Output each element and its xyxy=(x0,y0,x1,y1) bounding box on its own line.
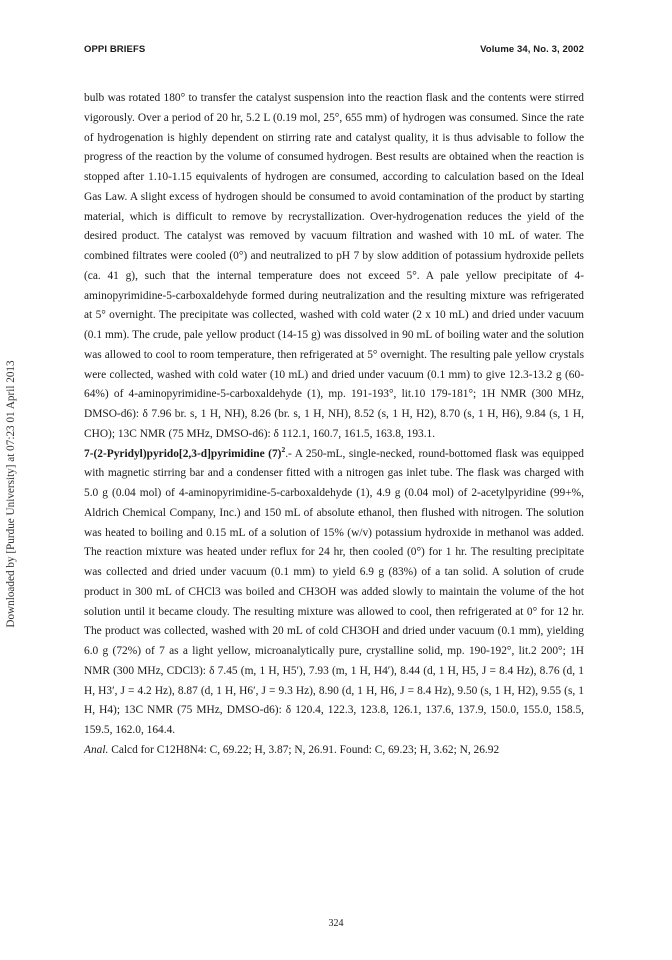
paragraph-section xyxy=(84,445,584,741)
heading-reference: 2 xyxy=(281,444,286,454)
article-body xyxy=(84,89,584,761)
compound-heading: 7-(2-Pyridyl)pyrido[2,3-d]pyrimidine (7) xyxy=(84,447,282,460)
journal-section: OPPI BRIEFS xyxy=(84,44,146,55)
download-note: Downloaded by [Purdue University] at 07:23 01 April 2013 xyxy=(5,360,17,628)
section-text: .- A 250-mL, single-necked, round-bottomed flask was equipped with magnetic stirring bar and a condenser fitted with a nitrogen gas inlet tube. The flask was charged with 5.0 g (0.04 mol) of 4-aminopyrimidine-5-carboxaldehyde (1), 4.9 g (0.04 mol) of 2-acetylpyridine (99+%, Aldrich Chemical Company, Inc.) and 150 mL of absolute ethanol, then flushed with nitrogen. The solution was heated to boiling and 0.15 mL of a solution of 15% (w/v) potassium hydroxide in methanol was added. The reaction mixture was heated under reflux for 24 hr, then cooled (0°) for 1 hr. The resulting precipitate was collected and dried under vacuum (0.1 mm) to yield 6.9 g (83%) of a tan solid. A solution of crude product in 300 mL of CHCl3 was boiled and CH3OH was added slowly to maintain the volume of the hot solution until it became cloudy. The resulting mixture was allowed to cool, then refrigerated at 0° for 12 hr. The product was collected, washed with 20 mL of cold CH3OH and dried under vacuum (0.1 mm), yielding 6.0 g (72%) of 7 as a light yellow, microanalytically pure, crystalline solid, mp. 190-192°, lit.2 200°; 1H NMR (300 MHz, CDCl3): δ 7.45 (m, 1 H, H5′), 7.93 (m, 1 H, H4′), 8.44 (d, 1 H, H5, J = 8.4 Hz), 8.76 (d, 1 H, H3′, J = 4.2 Hz), 8.87 (d, 1 H, H6′, J = 9.3 Hz), 8.90 (d, 1 H, H6, J = 8.4 Hz), 9.50 (s, 1 H, H2), 9.55 (s, 1 H, H4); 13C NMR (75 MHz, DMSO-d6): δ 120.4, 122.3, 123.8, 126.1, 137.6, 137.9, 150.0, 155.0, 158.5, 159.5, 162.0, 164.4. xyxy=(84,447,584,736)
analysis-text: Calcd for C12H8N4: C, 69.22; H, 3.87; N, 26.91. Found: C, 69.23; H, 3.62; N, 26.92 xyxy=(108,743,500,756)
paragraph-procedure: bulb was rotated 180° to transfer the catalyst suspension into the reaction flask and the contents were stirred vigorously. Over a period of 20 hr, 5.2 L (0.19 mol, 25°, 655 mm) of hydrogen was consumed. Since the rate of hydrogenation is highly dependent on stirring rate and catalyst quality, it is thus advisable to follow the progress of the reaction by the volume of consumed hydrogen. Best results are obtained when the reaction is stopped after 1.10-1.15 equivalents of hydrogen are consumed, according to calculation based on the Ideal Gas Law. A slight excess of hydrogen should be consumed to avoid contamination of the product by starting material, which is difficult to remove by recrystallization. Over-hydrogenation reduces the yield of the desired product. The catalyst was removed by vacuum filtration and washed with 10 mL of water. The combined filtrates were cooled (0°) and neutralized to pH 7 by slow addition of potassium hydroxide pellets (ca. 41 g), such that the internal temperature does not exceed 5°. A pale yellow precipitate of 4-aminopyrimidine-5-carboxaldehyde formed during neutralization and the resulting mixture was refrigerated at 5° overnight. The precipitate was collected, washed with cold water (2 x 10 mL) and dried under vacuum (0.1 mm). The crude, pale yellow product (14-15 g) was dissolved in 90 mL of boiling water and the solution was allowed to cool to room temperature, then refrigerated at 5° overnight. The resulting pale yellow crystals were collected, washed with cold water (10 mL) and dried under vacuum (0.1 mm) to give 12.3-13.2 g (60-64%) of 4-aminopyrimidine-5-carboxaldehyde (1), mp. 191-193°, lit.10 179-181°; 1H NMR (300 MHz, DMSO-d6): δ 7.96 br. s, 1 H, NH), 8.26 (br. s, 1 H, NH), 8.52 (s, 1 H, H2), 8.70 (s, 1 H, H6), 9.84 (s, 1 H, CHO); 13C NMR (75 MHz, DMSO-d6): δ 112.1, 160.7, 161.5, 163.8, 193.1. xyxy=(84,92,584,440)
analysis-label: Anal. xyxy=(84,743,109,756)
running-header xyxy=(84,44,584,55)
download-watermark xyxy=(4,264,18,724)
paragraph-analysis xyxy=(84,741,584,761)
volume-info: Volume 34, No. 3, 2002 xyxy=(480,44,584,55)
page-number: 324 xyxy=(328,918,344,929)
